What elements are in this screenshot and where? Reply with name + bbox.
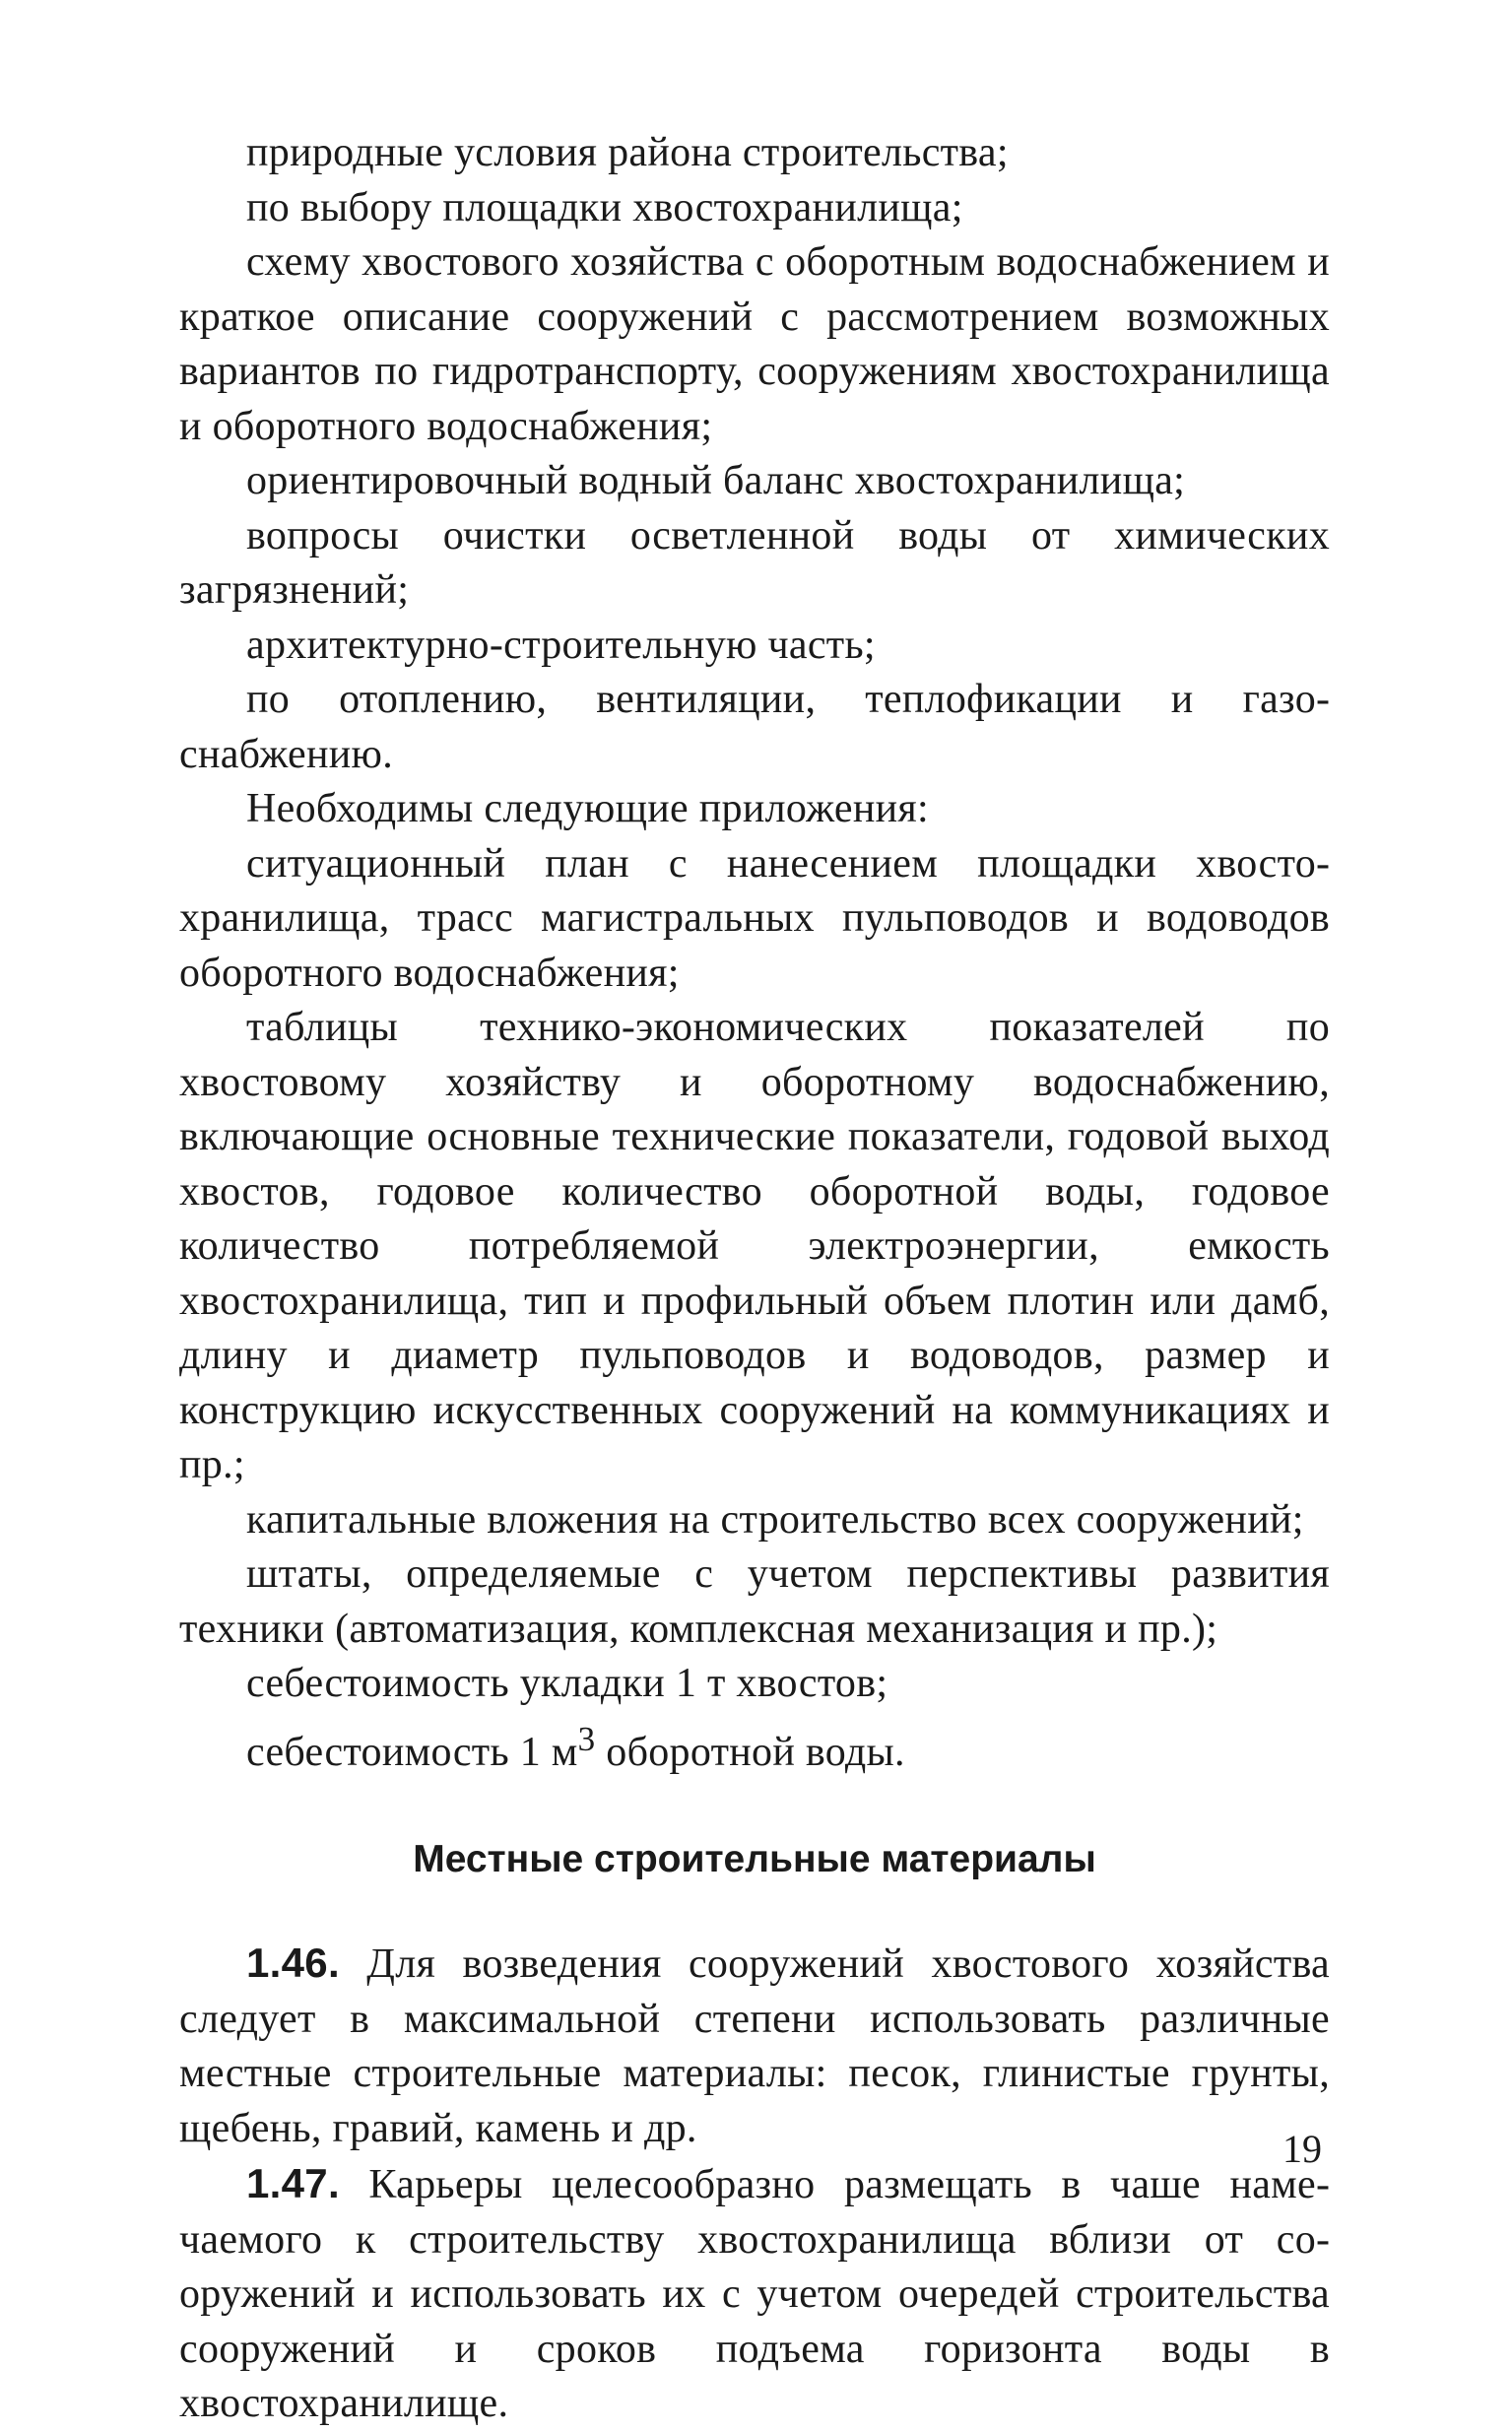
clause-text: Для возведения сооружений хвостового хозяйства следует в максимальной степени использовать различные местные строительные материалы: песок, глинистые грунты, щебень, гравий, камень и др.: [179, 1941, 1330, 2151]
list-item: по выбору площадки хвостохранилища;: [246, 184, 963, 230]
list-item: архитектурно-строительную часть;: [246, 622, 876, 668]
page-number: 19: [1282, 2127, 1322, 2171]
cost-water-text: себестоимость 1 м: [246, 1729, 578, 1775]
cost-water-text-end: оборотной воды.: [595, 1729, 905, 1775]
section-heading: Местные строительные материалы: [413, 1838, 1096, 1880]
appendix-item: ситуационный план с нанесением площадки хвостохранилища, трасс магистральных пульповодов и водоводов оборотного водоснабжения;: [179, 840, 1330, 996]
appendix-intro: Необходимы следующие приложения:: [246, 786, 929, 831]
list-item: ориентировочный водный баланс хвостохранилища;: [246, 458, 1186, 503]
body-text: [179, 126, 1330, 2432]
appendix-item: капитальные вложения на строительство всех сооружений;: [246, 1496, 1304, 1543]
list-item: схему хвостового хозяйства с оборотным водоснабжением и краткое описание сооружений с рассмотрением возможных вариантов по гидротранспорту, сооружениям хвостохранилища и оборотного водоснабжения;: [179, 239, 1330, 449]
clause-text: Карьеры целесообразно размещать в чаше намечаемого к строительству хвостохранилища вблизи от сооружений и использовать их с учетом очередей строительства сооружений и сроков подъема горизонта воды в хвостохранилище.: [179, 2162, 1330, 2426]
list-item: природные условия района строительства;: [246, 130, 1009, 175]
list-item: вопросы очистки осветленной воды от химических загрязнений;: [179, 512, 1330, 613]
clause-number: 1.46.: [246, 1939, 340, 1986]
appendix-item: таблицы технико-экономических показателей по хвостовому хозяйству и оборотному водоснабжению, включающие основные технические показатели, годовой выход хвостов, годовое количество оборотной воды, годовое количество потребляемой электроэнергии, емкость хвостохранилища, тип и профильный объем плотин или дамб, длину и диаметр пульповодов и водоводов, размер и конструкцию искусственных сооружений на коммуникациях и пр.;: [179, 1005, 1330, 1487]
cubic-superscript: 3: [577, 1719, 596, 1758]
appendix-item: штаты, определяемые с учетом перспективы развития техники (автоматизация, комплексная механизация и пр.);: [179, 1551, 1330, 1652]
appendix-item-cost-water: [179, 1712, 1330, 1781]
list-item: по отоплению, вентиляции, теплофикации и газоснабжению.: [179, 677, 1330, 777]
clause-1-47: [179, 2156, 1330, 2432]
appendix-item: себестоимость укладки 1 т хвостов;: [246, 1661, 888, 1706]
clause-1-46: [179, 1936, 1330, 2156]
clause-number: 1.47.: [246, 2160, 340, 2206]
